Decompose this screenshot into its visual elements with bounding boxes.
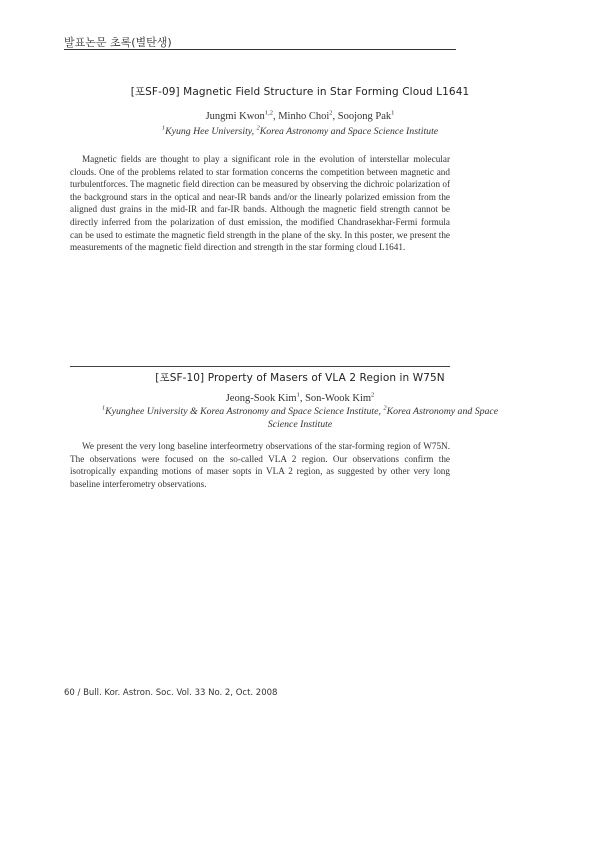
paper2-code: [포SF-10] bbox=[155, 372, 205, 384]
paper1-code: [포SF-09] bbox=[130, 86, 180, 98]
paper1-abstract: Magnetic fields are thought to play a significant role in the evolution of interstellar molecular clouds. One of the problems related to star formation concerns the competition between magnetic and turbulentforces. The magnetic field direction can be measured by observing the dichroic polarization of the background stars in the optical and near-IR bands and/or the linearly polarized emission from the aligned dust grains in the mid-IR and far-IR bands. Although the magnetic field strength cannot be directly inferred from the polarization of dust emission, the modified Chandrasekhar-Fermi formula can be used to estimate the magnetic field strength in the plane of the sky. In this poster, we present the measurements of the magnetic field direction and strength in the star forming cloud L1641. bbox=[70, 154, 450, 253]
section-divider bbox=[70, 366, 450, 367]
author: Son-Wook Kim$^2$ bbox=[305, 391, 375, 404]
author: Soojong Pak$^1$ bbox=[337, 109, 395, 122]
paper2-title bbox=[40, 370, 560, 385]
paper2-affiliations: $^1$Kyunghee University & Korea Astronomy and Space Science Institute, $^2$Korea Astronomy and Space Science Institute bbox=[101, 404, 499, 430]
paper2-abstract: We present the very long baseline interfeormetry observations of the star-forming region of W75N. The observations were focused on the so-called VLA 2 region. Our observations confirm the isotropically expanding motions of maser sopts in VLA 2 region, as suggested by other very long baseline interferometry observations. bbox=[70, 441, 450, 489]
paper1-authors bbox=[40, 111, 560, 122]
paper1-title-text: Magnetic Field Structure in Star Forming Cloud L1641 bbox=[183, 86, 470, 98]
author: Jeong-Sook Kim$^1$, bbox=[225, 391, 306, 404]
paper2-title-text: Property of Masers of VLA 2 Region in W75N bbox=[207, 372, 445, 384]
running-header: 발표논문 초록(별탄생) bbox=[64, 36, 172, 49]
page-footer: 60 / Bull. Kor. Astron. Soc. Vol. 33 No. 2, Oct. 2008 bbox=[64, 688, 278, 698]
paper2-authors bbox=[40, 393, 560, 404]
paper1-affiliations: $^1$Kyung Hee University, $^2$Korea Astronomy and Space Science Institute bbox=[161, 124, 439, 137]
paper1-title bbox=[40, 84, 560, 99]
author: Jungmi Kwon$^{1,2}$, bbox=[205, 109, 279, 122]
author: Minho Choi$^2$, bbox=[278, 109, 338, 122]
header-rule bbox=[64, 49, 456, 50]
